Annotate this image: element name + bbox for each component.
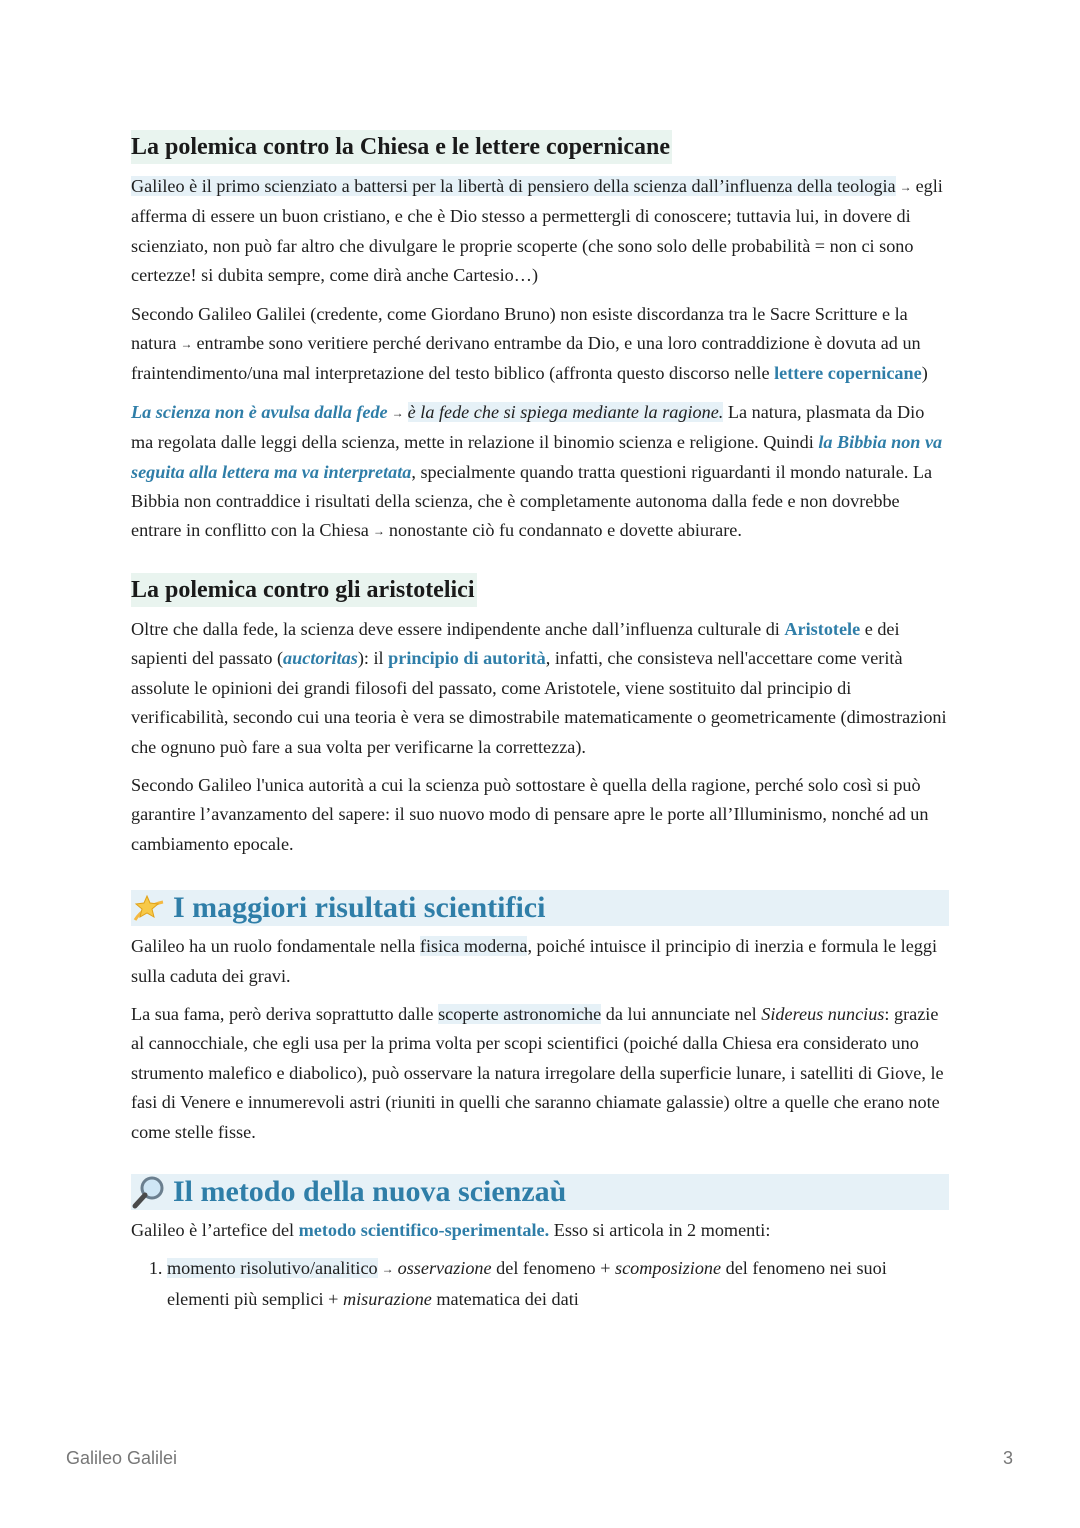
paragraph: Oltre che dalla fede, la scienza deve essere indipendente anche dall’influenza culturale di Aristotele e dei sapienti del passato (auctoritas): il principio di autorità, infatti, che consisteva nell'accettare come verità assolute le opinioni dei grandi filosofi del passato, come Aristotele, viene sostituito dal principio di verificabilità, secondo cui una teoria è vera se dimostrabile matematicamente o geometricamente (dimostrazioni che ognuno può fare a sua volta per verificarne la correttezza). (131, 618, 947, 757)
section-heading-large: Il metodo della nuova scienzaù (131, 1174, 949, 1210)
dizzy-star-icon (131, 890, 167, 926)
arrow-icon: → (899, 180, 912, 194)
term-link: lettere copernicane (774, 363, 922, 384)
numbered-list (131, 1254, 949, 1314)
page-number: 3 (1003, 1448, 1014, 1468)
paragraph: Galileo è l’artefice del metodo scientifico-sperimentale. Esso si articola in 2 momenti: (131, 1219, 771, 1240)
arrow-icon: → (391, 405, 404, 420)
section-heading: La polemica contro la Chiesa e le lettere copernicane (131, 130, 672, 164)
paragraph: Galileo ha un ruolo fondamentale nella fisica moderna, poiché intuisce il principio di inerzia e formula le leggi sulla caduta dei gravi. (131, 936, 938, 986)
paragraph: La scienza non è avulsa dalla fede → è la fede che si spiega mediante la ragione. La natura, plasmata da Dio ma regolata dalle leggi della scienza, mette in relazione il binomio scienza e religione. Quindi la Bibbia non va seguita alla lettera ma va interpretata, specialmente quando tratta questioni riguardanti il mondo naturale. La Bibbia non contraddice i risultati della scienza, che è completamente autonoma dalla fede e non dovrebbe entrare in conflitto con la Chiesa → nonostante ciò fu condannato e dovette abiurare. (131, 401, 943, 541)
arrow-icon: → (381, 1262, 394, 1277)
footer-title: Galileo Galilei (66, 1448, 178, 1468)
paragraph: Galileo è il primo scienziato a battersi per la libertà di pensiero della scienza dall’influenza della teologia → egli afferma di essere un buon cristiano, e che è Dio stesso a permettergli di conoscere; tuttavia lui, in dovere di scienziato, non può far altro che divulgare le proprie scoperte (che sono solo delle probabilità = non ci sono certezze! si dubita sempre, come dirà anche Cartesio…) (131, 176, 943, 286)
paragraph: Secondo Galileo l'unica autorità a cui la scienza può sottostare è quella della ragione, perché solo così si può garantire l’avanzamento del sapere: il suo nuovo modo di pensare apre le porte all’Illuminismo, nonché ad un cambiamento epocale. (131, 774, 929, 854)
document-body (131, 130, 949, 1314)
list-item: 1. momento risolutivo/analitico → osservazione del fenomeno + scomposizione del fenomeno nei suoi elementi più semplici + misurazione matematica dei dati (167, 1254, 949, 1314)
paragraph: La sua fama, però deriva soprattutto dalle scoperte astronomiche da lui annunciate nel Sidereus nuncius: grazie al cannocchiale, che egli usa per la prima volta per scopi scientifici (poiché dalla Chiesa era considerato uno strumento malefico e diabolico), può osservare la natura irregolare della superficie lunare, i satelliti di Giove, le fasi di Venere e innumerevoli astri (riuniti in quelli che saranno chiamate galassie) oltre a quelle che erano note come stelle fisse. (131, 1003, 944, 1142)
arrow-icon: → (372, 524, 385, 539)
paragraph: Secondo Galileo Galilei (credente, come Giordano Bruno) non esiste discordanza tra le Sacre Scritture e la natura → entrambe sono veritiere perché derivano entrambe da Dio, e una loro contraddizione è dovuta ad un fraintendimento/una mal interpretazione del testo biblico (affronta questo discorso nelle lettere copernicane) (131, 303, 928, 384)
section-heading-large: I maggiori risultati scientifici (131, 890, 949, 926)
arrow-icon: → (180, 337, 193, 352)
section-heading: La polemica contro gli aristotelici (131, 573, 477, 607)
magnifying-glass-icon (131, 1174, 167, 1210)
